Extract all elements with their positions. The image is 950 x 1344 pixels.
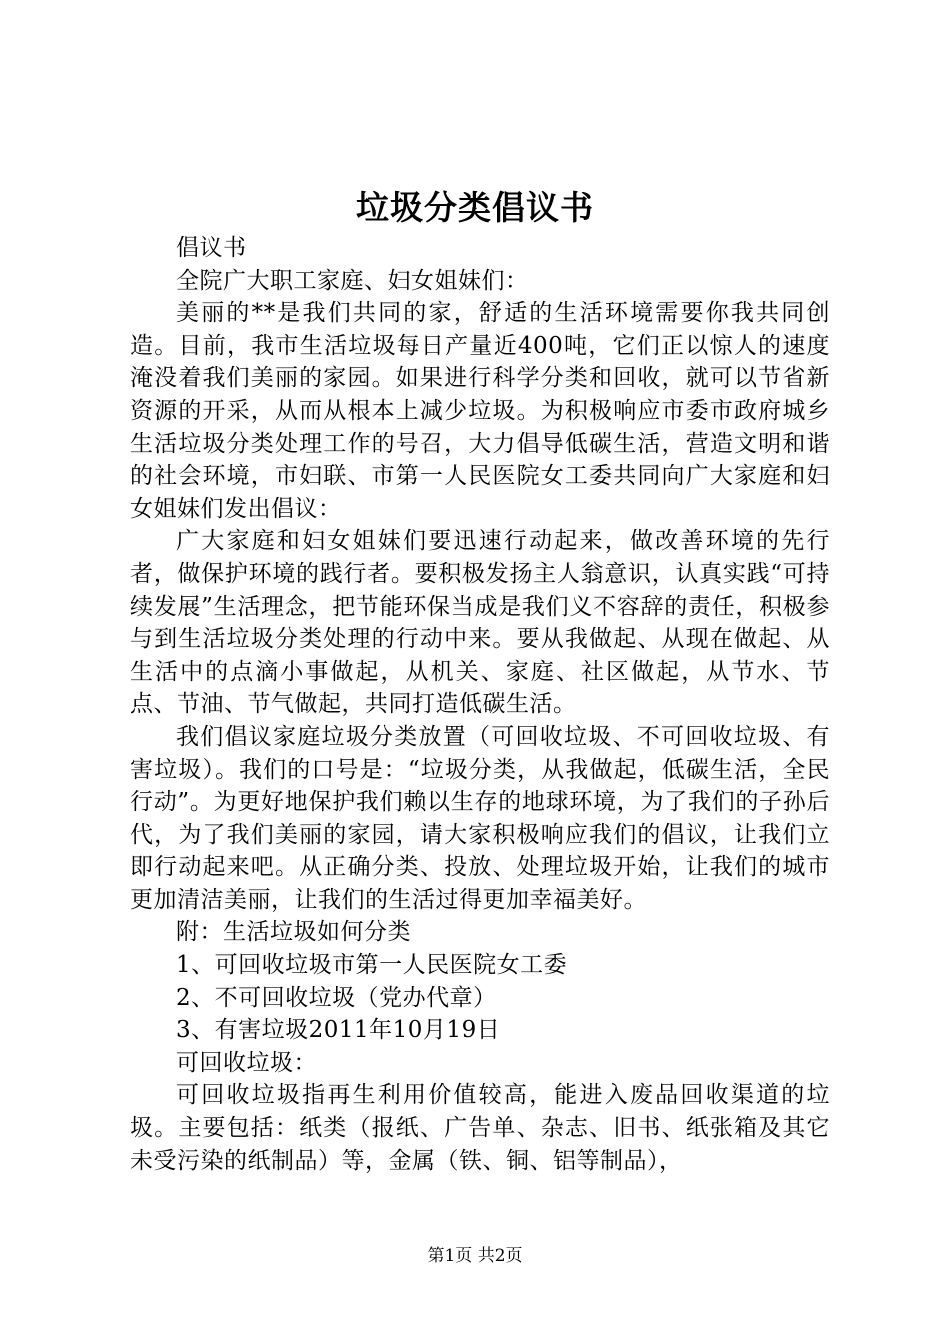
- paragraph-list-item-2: 2、不可回收垃圾（党办代章）: [176, 984, 497, 1011]
- paragraph-call-to-action: 广大家庭和妇女姐妹们要迅速行动起来，做改善环境的先行者，做保护环境的践行者。要积极发扬主人翁意识，认真实践“可持续发展”生活理念，把节能环保当成是我们义不容辞的责任，积极参与到生活垃圾分类处理的行动中来。要从我做起、从现在做起、从生活中的点滴小事做起，从机关、家庭、社区做起，从节水、节点、节油、节气做起，共同打造低碳生活。: [130, 528, 830, 718]
- paragraph-proposal: 我们倡议家庭垃圾分类放置（可回收垃圾、不可回收垃圾、有害垃圾）。我们的口号是：“垃圾分类，从我做起，低碳生活，全民行动”。为更好地保护我们赖以生存的地球环境，为了我们的子孙后代，为了我们美丽的家园，请大家积极响应我们的倡议，让我们立即行动起来吧。从正确分类、投放、处理垃圾开始，让我们的城市更加清洁美丽，让我们的生活过得更加幸福美好。: [130, 723, 830, 913]
- paragraph-list-item-3: 3、有害垃圾2011年10月19日: [176, 1017, 501, 1044]
- document-title: 垃圾分类倡议书: [356, 188, 594, 227]
- document-body: [130, 232, 830, 1177]
- paragraph-list-item-1: 1、可回收垃圾市第一人民医院女工委: [176, 952, 568, 979]
- paragraph-appendix-title: 附：生活垃圾如何分类: [176, 919, 411, 946]
- paragraph-salutation: 全院广大职工家庭、妇女姐妹们：: [176, 267, 529, 294]
- paragraph-intro: 美丽的**是我们共同的家，舒适的生活环境需要你我共同创造。目前，我市生活垃圾每日产量近400吨，它们正以惊人的速度淹没着我们美丽的家园。如果进行科学分类和回收，就可以节省新资源的开采，从而从根本上减少垃圾。为积极响应市委市政府城乡生活垃圾分类处理工作的号召，大力倡导低碳生活，营造文明和谐的社会环境，市妇联、市第一人民医院女工委共同向广大家庭和妇女姐妹们发出倡议：: [130, 300, 830, 522]
- paragraph-recyclable-heading: 可回收垃圾：: [176, 1049, 317, 1076]
- page-footer: 第1页 共2页: [427, 1246, 523, 1266]
- paragraph-recyclable-description: 可回收垃圾指再生利用价值较高，能进入废品回收渠道的垃圾。主要包括：纸类（报纸、广告单、杂志、旧书、纸张箱及其它未受污染的纸制品）等，金属（铁、铜、铝等制品），: [130, 1082, 830, 1174]
- paragraph-heading: 倡议书: [176, 235, 247, 261]
